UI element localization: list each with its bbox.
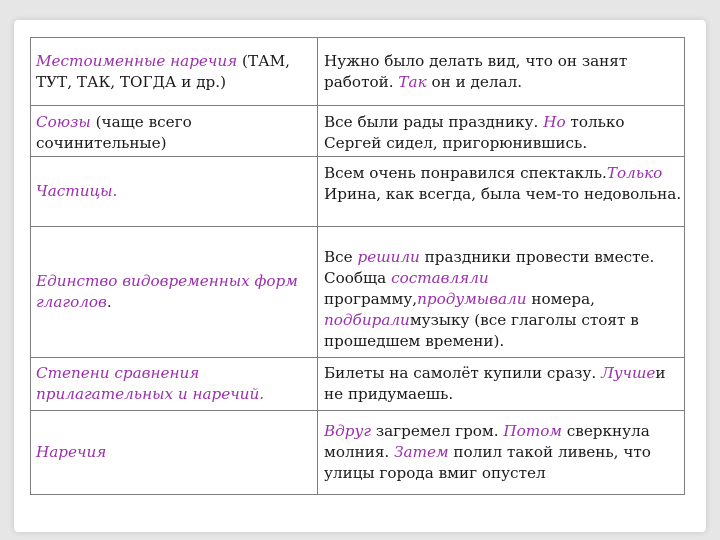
term-text: (ТАМ, ТУТ, ТАК, ТОГДА и др.): [36, 52, 290, 91]
example-highlight: подбирали: [324, 311, 410, 329]
example-text: Все: [324, 248, 358, 266]
row-5-example-cell: [318, 358, 685, 411]
row-4-term-cell: [31, 227, 318, 358]
row-4-example-cell: [318, 227, 685, 358]
term-text: .: [106, 293, 112, 311]
row-6-term-cell: [31, 411, 318, 495]
table-row: [31, 38, 685, 106]
example-text: Всем очень понравился спектакль.: [324, 164, 607, 182]
example-highlight: продумывали: [417, 290, 527, 308]
example-text: Нужно было делать вид, что он занят работой.: [324, 52, 628, 91]
example-highlight: Так: [398, 73, 427, 91]
row-2-example-cell: [318, 106, 685, 157]
example-text: загремел гром.: [371, 422, 504, 440]
table-row: [31, 106, 685, 157]
example-text: номера,: [526, 290, 596, 308]
example-text: Ирина, как всегда, была чем-то недовольна.: [324, 185, 682, 203]
table-row: [31, 157, 685, 227]
term-text: Союзы: [36, 113, 91, 131]
example-text: музыку (все глаголы стоят в прошедшем времени).: [324, 311, 639, 350]
term-text: Единство видовременных форм глаголов: [36, 272, 298, 311]
row-1-example-cell: [318, 38, 685, 106]
row-3-term-cell: [31, 157, 318, 227]
example-highlight: Вдруг: [324, 422, 371, 440]
example-text: праздники провести вместе. Сообща: [324, 248, 655, 287]
term-text: Местоименные наречия: [36, 52, 238, 70]
row-1-term-cell: [31, 38, 318, 106]
example-highlight: Потом: [503, 422, 562, 440]
term-text: Степени сравнения прилагательных и наречий.: [36, 364, 265, 403]
table-row: [31, 227, 685, 358]
term-text: (чаще всего сочинительные): [36, 113, 192, 152]
grammar-examples-table: [30, 37, 685, 495]
example-highlight: Затем: [394, 443, 449, 461]
example-highlight: решили: [357, 248, 420, 266]
term-text: Наречия: [36, 443, 107, 461]
example-highlight: составляли: [391, 269, 489, 287]
example-text: полил такой ливень, что улицы города вмиг опустел: [324, 443, 651, 482]
row-2-term-cell: [31, 106, 318, 157]
term-text: Частицы.: [36, 182, 118, 200]
example-highlight: Но: [543, 113, 566, 131]
example-highlight: Лучше: [601, 364, 656, 382]
example-text: сверкнула молния.: [324, 422, 650, 461]
example-highlight: Только: [606, 164, 663, 182]
table-row: [31, 358, 685, 411]
row-3-example-cell: [318, 157, 685, 227]
example-text: и не придумаешь.: [324, 364, 666, 403]
table-row: [31, 411, 685, 495]
example-text: Все были рады празднику.: [324, 113, 544, 131]
example-text: только Сергей сидел, пригорюнившись.: [324, 113, 625, 152]
example-text: программу,: [324, 290, 418, 308]
row-5-term-cell: [31, 358, 318, 411]
example-text: он и делал.: [426, 73, 523, 91]
example-text: Билеты на самолёт купили сразу.: [324, 364, 602, 382]
row-6-example-cell: [318, 411, 685, 495]
